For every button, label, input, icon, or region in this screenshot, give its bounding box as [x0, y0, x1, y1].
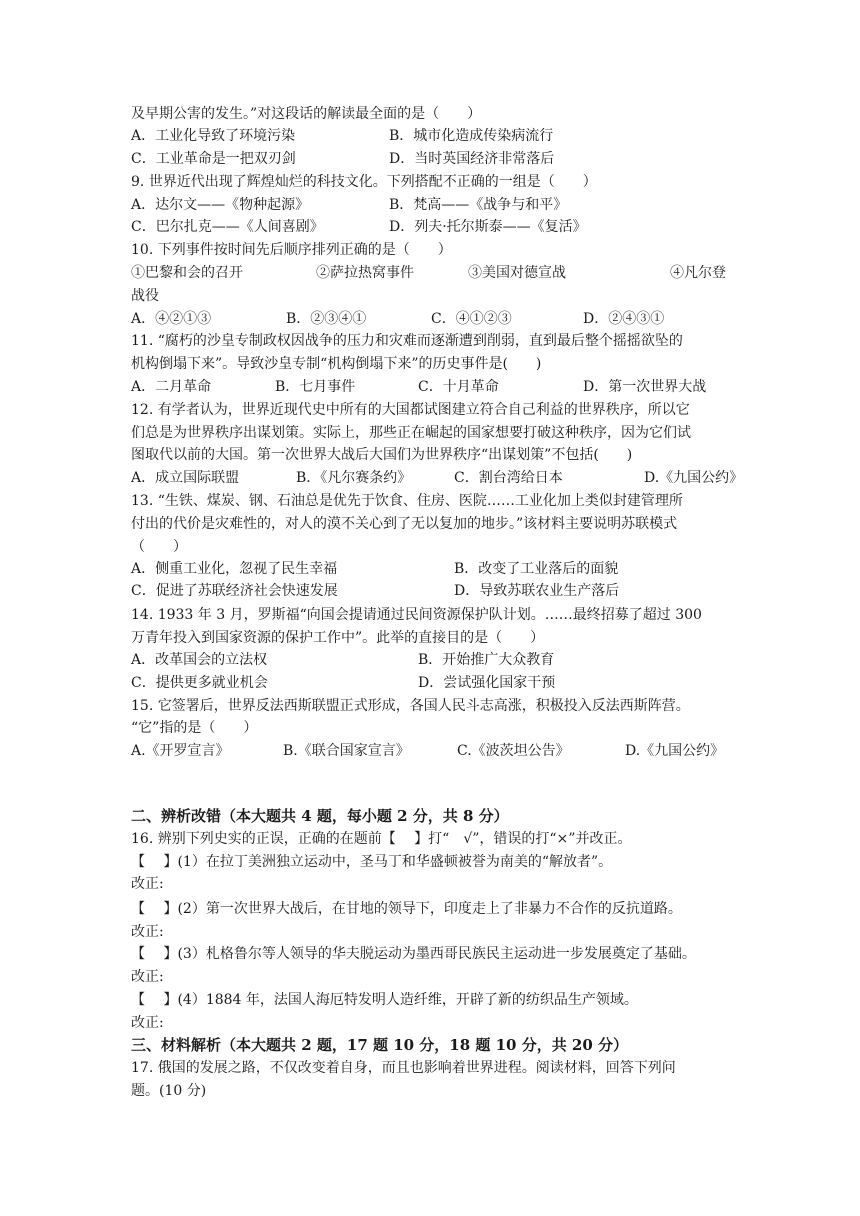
- option-b: B．改变了工业落后的面貌: [454, 561, 619, 577]
- option-d: D．当时英国经济非常落后: [389, 151, 555, 167]
- option-a: A．成立国际联盟: [131, 470, 240, 486]
- correction-label: 改正:: [131, 876, 164, 892]
- event-4: ④凡尔登: [670, 265, 726, 281]
- option-b: B．《凡尔赛条约》: [296, 470, 412, 486]
- correction-label: 改正:: [131, 969, 164, 985]
- option-d: D．②④③①: [583, 311, 665, 327]
- option-d: D.《九国公约》: [625, 743, 725, 759]
- question-10-stem: 10. 下列事件按时间先后顺序排列正确的是（ ）: [131, 242, 452, 258]
- option-c: C.《波茨坦公告》: [457, 743, 570, 759]
- question-9-stem: 9. 世界近代出现了辉煌灿烂的科技文化。下列搭配不正确的一组是（ ）: [131, 174, 597, 190]
- option-c: C．促进了苏联经济社会快速发展: [131, 583, 338, 599]
- correction-label: 改正:: [131, 924, 164, 940]
- option-c: C．提供更多就业机会: [131, 675, 268, 691]
- event-2: ②萨拉热窝事件: [316, 265, 414, 281]
- option-a: A．工业化导致了环境污染: [131, 128, 296, 144]
- question-12-stem-cont-2: 图取代以前的大国。第一次世界大战后大国们为世界秩序“出谋划策”不包括( ): [131, 447, 633, 463]
- question-17-stem: 17. 俄国的发展之路，不仅改变着自身，而且也影响着世界进程。阅读材料，回答下列问: [131, 1060, 676, 1076]
- question-12-stem: 12. 有学者认为，世界近现代史中所有的大国都试图建立符合自己利益的世界秩序，所以它: [131, 402, 690, 418]
- question-15-stem: 15. 它签署后，世界反法西斯联盟正式形成，各国人民斗志高涨，积极投入反法西斯阵营。: [131, 698, 690, 714]
- option-b: B．开始推广大众教育: [418, 652, 555, 668]
- question-14-stem: 14. 1933 年 3 月，罗斯福“向国会提请通过民间资源保护队计划。……最终招募了超过 300: [131, 607, 702, 623]
- question-16-item-3: 【 】(3）札格鲁尔等人领导的华夫脱运动为墨西哥民族民主运动进一步发展奠定了基础。: [131, 946, 696, 962]
- option-b: B．梵高——《战争与和平》: [389, 197, 568, 213]
- option-c: C．割台湾给日本: [454, 470, 563, 486]
- option-b: B．七月事件: [275, 379, 356, 395]
- question-13-stem-cont: 付出的代价是灾难性的，对人的漠不关心到了无以复加的地步。”该材料主要说明苏联模式: [131, 516, 678, 532]
- correction-label: 改正:: [131, 1015, 164, 1031]
- event-1: ①巴黎和会的召开: [131, 265, 243, 281]
- option-a: A．二月革命: [131, 379, 212, 395]
- option-a: A.《开罗宣言》: [131, 743, 230, 759]
- option-d: D．第一次世界大战: [583, 379, 707, 395]
- question-16-item-2: 【 】(2）第一次世界大战后，在甘地的领导下，印度走上了非暴力不合作的反抗道路。: [131, 901, 682, 917]
- event-3: ③美国对德宣战: [468, 265, 566, 281]
- question-8-stem-tail: 及早期公害的发生。”对这段话的解读最全面的是（ ）: [131, 106, 482, 122]
- option-a: A．侧重工业化，忽视了民生幸福: [131, 561, 338, 577]
- option-c: C．十月革命: [418, 379, 499, 395]
- question-17-stem-cont: 题。(10 分): [131, 1083, 207, 1099]
- question-10-events-wrap: 战役: [131, 288, 159, 304]
- question-11-stem-cont: 机构倒塌下来”。导致沙皇专制“机构倒塌下来”的历史事件是( ): [131, 356, 542, 372]
- option-d: D．列夫·托尔斯泰——《复活》: [389, 219, 587, 235]
- option-d: D．导致苏联农业生产落后: [454, 583, 620, 599]
- question-16-item-1: 【 】(1）在拉丁美洲独立运动中，圣马丁和华盛顿被誉为南美的“解放者”。: [131, 854, 613, 870]
- option-b: B．②③④①: [286, 311, 367, 327]
- option-a: A．达尔文——《物种起源》: [131, 197, 310, 213]
- question-12-stem-cont-1: 们总是为世界秩序出谋划策。实际上，那些正在崛起的国家想要打破这种秩序，因为它们试: [131, 425, 691, 441]
- question-11-stem: 11. “腐朽的沙皇专制政权因战争的压力和灾难而逐渐遭到削弱，直到最后整个摇摇欲坠的: [131, 333, 683, 349]
- option-c: C．工业革命是一把双刃剑: [131, 151, 296, 167]
- option-a: A．改革国会的立法权: [131, 652, 268, 668]
- option-b: B．城市化造成传染病流行: [389, 128, 554, 144]
- section-2-heading: 二、辨析改错（本大题共 4 题，每小题 2 分，共 8 分）: [131, 807, 509, 825]
- question-16-stem: 16. 辨别下列史实的正误，正确的在题前【 】打“ √”，错误的打“×”并改正。: [131, 831, 632, 847]
- question-14-stem-cont: 万青年投入到国家资源的保护工作中”。此举的直接目的是（ ）: [131, 630, 545, 646]
- option-c: C．巴尔扎克——《人间喜剧》: [131, 219, 324, 235]
- question-15-stem-cont: “它”指的是（ ）: [131, 720, 258, 736]
- option-c: C．④①②③: [431, 311, 512, 327]
- option-a: A．④②①③: [131, 311, 212, 327]
- option-d: D.《九国公约》: [644, 470, 744, 486]
- option-d: D．尝试强化国家干预: [418, 675, 556, 691]
- question-13-answer-bracket: （ ）: [131, 539, 187, 555]
- question-16-item-4: 【 】(4）1884 年，法国人海厄特发明人造纤维，开辟了新的纺织品生产领域。: [131, 992, 638, 1008]
- question-13-stem: 13. “生铁、煤炭、钢、石油总是优先于饮食、住房、医院……工业化加上类似封建管理所: [131, 493, 683, 509]
- option-b: B.《联合国家宣言》: [283, 743, 410, 759]
- section-3-heading: 三、材料解析（本大题共 2 题，17 题 10 分，18 题 10 分，共 20 分）: [131, 1036, 629, 1054]
